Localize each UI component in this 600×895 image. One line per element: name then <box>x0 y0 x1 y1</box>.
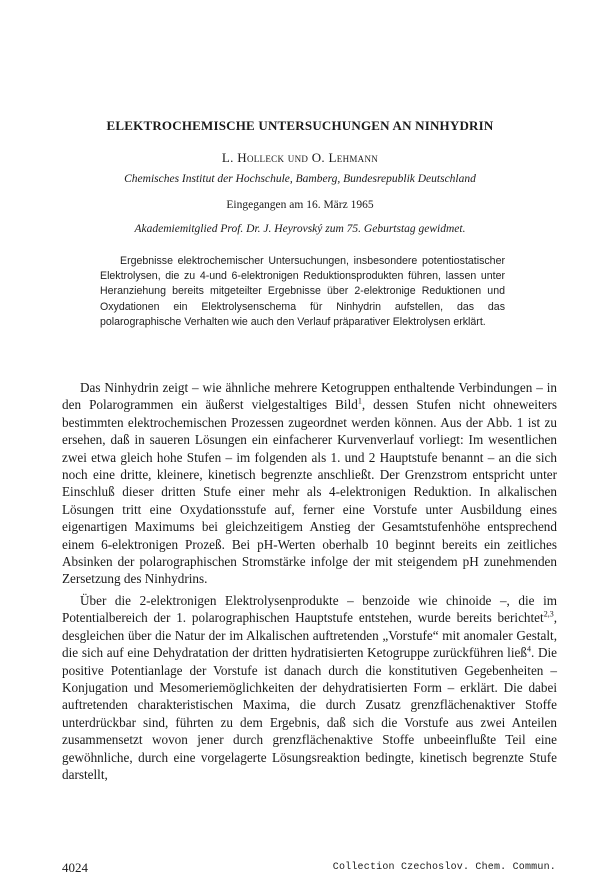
text-run: , desgleichen über die Natur der im Alkalischen auftretenden „Vorstufe“ mit anomaler Gestalt, die sich auf eine Dehydratation der dritten hydratisierten Ketogruppe zurückführen ließ <box>62 610 557 661</box>
reference-marker: 4 <box>526 644 531 654</box>
article-title: ELEKTROCHEMISCHE UNTERSUCHUNGEN AN NINHYDRIN <box>106 118 494 133</box>
article-authors: L. Holleck und O. Lehmann <box>221 150 379 165</box>
text-run: . Die positive Potentianlage der Vorstufe ist danach durch die konstitutiven Gegebenheiten – Konjugation und Mesomeriemöglichkeiten der dehydratisierten Form – erklärt. Die dabei auftretenden charakteristischen Maxima, die durch Zusatz grenzflächenaktiver Stoffe unterdrückbar sind, führten zu dem Ergebnis, daß sich die Vorstufe aus zwei Anteilen zusammensetzt wovon jener durch grenzflächenaktive Stoffe unbeeinflußte Teil eine gewöhnliche, durch eine vorgelagerte Lösungsreaktion bedingte, kinetisch begrenzte Stufe darstellt, <box>62 645 557 782</box>
journal-footer: Collection Czechoslov. Chem. Commun. <box>332 862 556 873</box>
dedication: Akademiemitglied Prof. Dr. J. Heyrovský zum 75. Geburtstag gewidmet. <box>134 223 466 235</box>
text-run: , dessen Stufen nicht ohneweiters bestimmten elektrochemischen Prozessen zugeordnet werden können. Aus der Abb. 1 ist zu ersehen, daß in saueren Lösungen ein einfacherer Kurvenverlauf vorliegt: Im wesentlichen zwei etwa gleich hohe Stufen – im folgenden als 1. und 2 Hauptstufe benannt – an die sich noch eine dritte, kleinere, kinetisch begrenzte anschließt. Der Grenzstrom entspricht unter Einschluß dieser dritten Stufe einer mehr als 4-elektronigen Reduktion. In alkalischen Lösungen tritt eine Oxydationsstufe auf, ferner eine Vorstufe unter Ausbildung eines eigenartigen Maximums bei gleichzeitigem Anstieg der Gesamtstufenhöhe entsprechend einem 6-elektronigen Prozeß. Bei pH-Werten oberhalb 10 beginnt bereits ein zeitliches Absinken der polarographischen Stromstärke infolge der mit steigendem pH zunehmenden Zersetzung des Ninhydrins. <box>62 397 557 587</box>
text-run: Das Ninhydrin zeigt – wie ähnliche mehrere Ketogruppen enthaltende Verbindungen – in den Polarogrammen ein äußerst vielgestaltiges Bild <box>62 380 557 413</box>
received-date: Eingegangen am 16. März 1965 <box>226 199 374 211</box>
reference-marker: 1 <box>357 397 362 407</box>
body-paragraph-1 <box>62 379 557 588</box>
abstract: Ergebnisse elektrochemischer Untersuchungen, insbesondere potentiostatischer Elektrolysen, die zu 4-und 6-elektronigen Reduktionsprodukten führen, lassen unter Heranziehung bereits mitgeteilter Ergebnisse über 2-elektronige Reduktionen und Oxydationen ein Elektrolysenschema für Ninhydrin aufstellen, das das polarographische Verhalten wie auch den Verlauf präparativer Elektrolysen erklärt. <box>100 255 505 328</box>
article-body <box>62 379 557 787</box>
reference-marker: 2,3 <box>543 609 554 619</box>
body-paragraph-2 <box>62 592 557 783</box>
page-number: 4024 <box>62 860 88 875</box>
author-affiliation: Chemisches Institut der Hochschule, Bamberg, Bundesrepublik Deutschland <box>124 173 476 185</box>
text-run: Über die 2-elektronigen Elektrolysenprodukte – benzoide wie chinoide –, die im Potentialbereich der 1. polarographischen Hauptstufe entstehen, wurde bereits berichtet <box>62 592 557 626</box>
